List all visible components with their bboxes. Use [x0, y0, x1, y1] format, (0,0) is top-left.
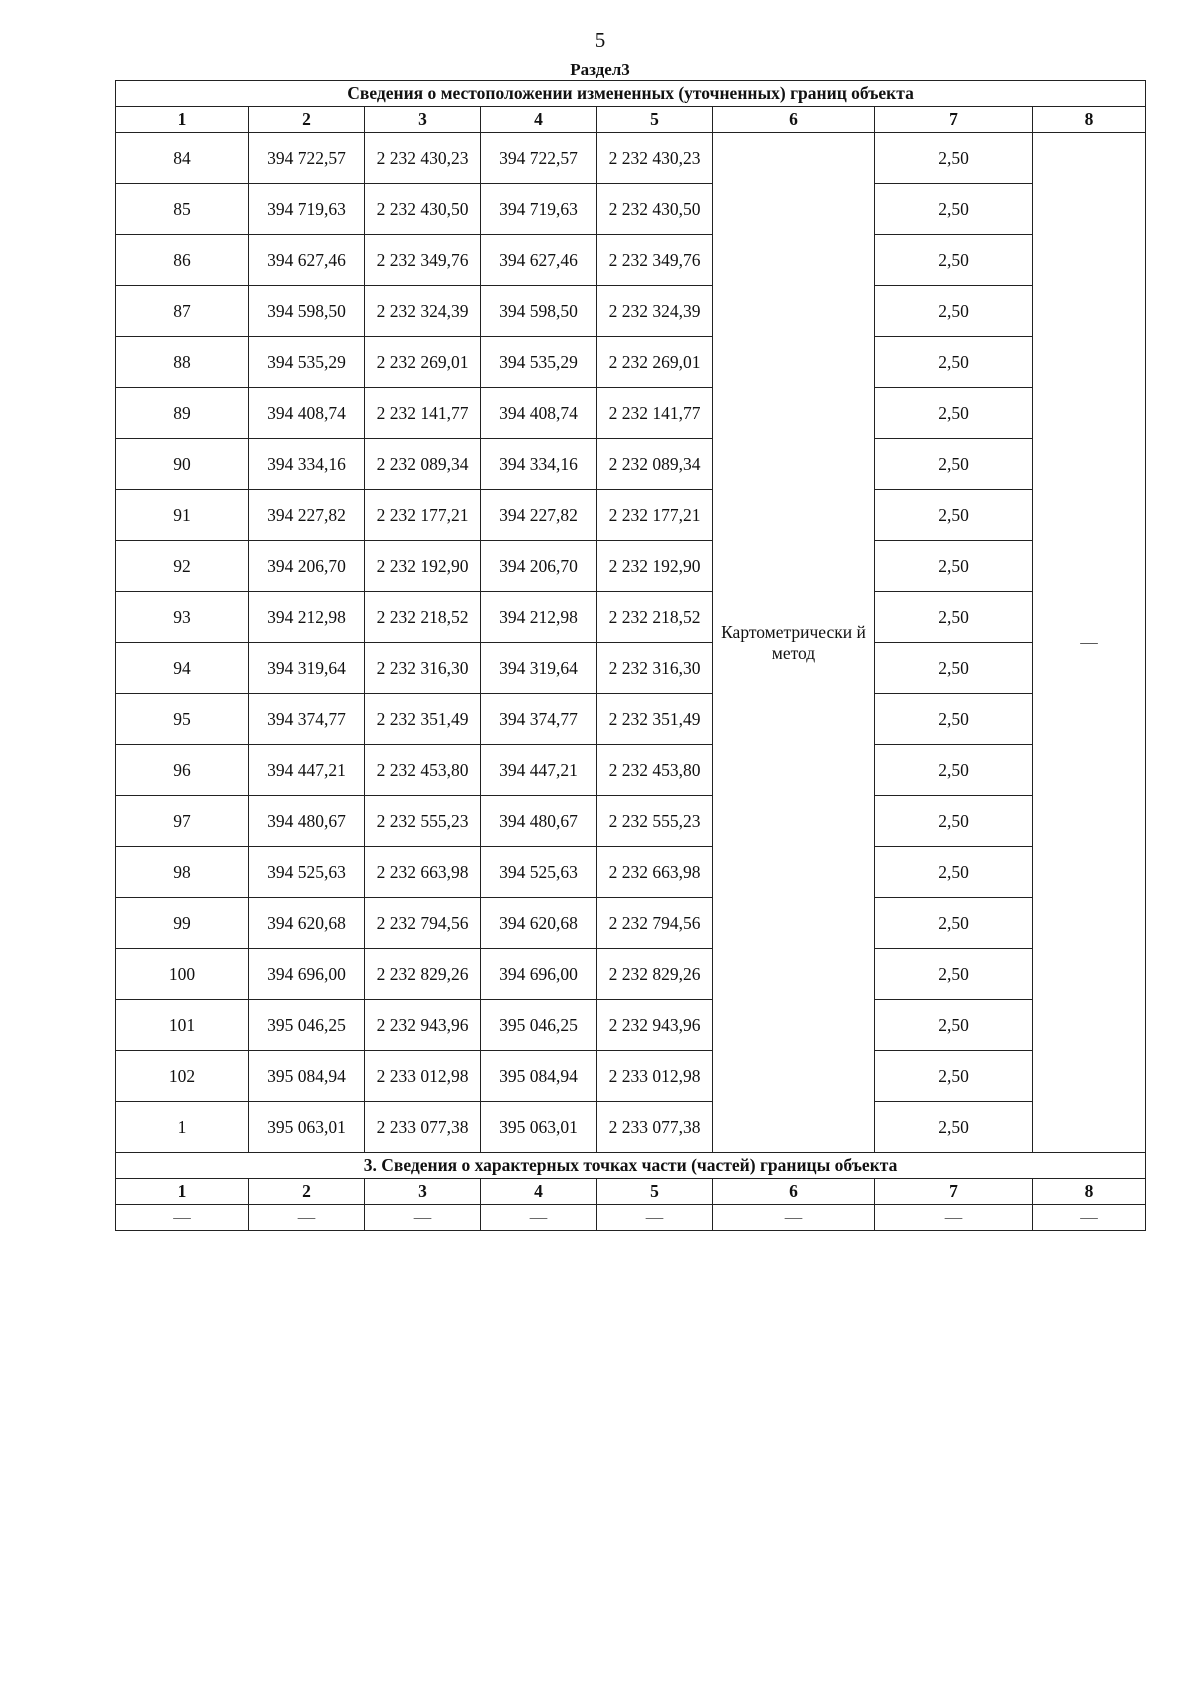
- coordinate-cell: 394 719,63: [481, 184, 597, 235]
- coordinate-cell: 394 408,74: [481, 388, 597, 439]
- table-row: [116, 541, 1146, 592]
- coordinate-cell: 2 232 269,01: [365, 337, 481, 388]
- column-number-header: 7: [875, 107, 1033, 133]
- column-number-header: 6: [713, 107, 875, 133]
- coordinate-cell: 2 233 012,98: [597, 1051, 713, 1102]
- accuracy-cell: 2,50: [875, 286, 1033, 337]
- coordinate-cell: 395 084,94: [249, 1051, 365, 1102]
- column-number-header: 7: [875, 1179, 1033, 1205]
- point-number-cell: 94: [116, 643, 249, 694]
- table-row: [116, 184, 1146, 235]
- coordinate-cell: 394 334,16: [481, 439, 597, 490]
- accuracy-cell: 2,50: [875, 541, 1033, 592]
- coordinate-cell: 394 480,67: [249, 796, 365, 847]
- point-number-cell: 85: [116, 184, 249, 235]
- column-number-header: 5: [597, 1179, 713, 1205]
- empty-data-row: [116, 1205, 1146, 1231]
- point-number-cell: 99: [116, 898, 249, 949]
- coordinate-cell: 2 232 324,39: [597, 286, 713, 337]
- coordinate-cell: 2 232 453,80: [597, 745, 713, 796]
- column-number-header: 8: [1033, 107, 1146, 133]
- coordinate-cell: 2 232 324,39: [365, 286, 481, 337]
- coordinate-cell: 2 232 453,80: [365, 745, 481, 796]
- coordinate-cell: 394 627,46: [481, 235, 597, 286]
- point-number-cell: 84: [116, 133, 249, 184]
- point-number-cell: 89: [116, 388, 249, 439]
- coordinate-cell: 395 063,01: [481, 1102, 597, 1153]
- coordinate-cell: 2 232 089,34: [365, 439, 481, 490]
- table-row: [116, 1102, 1146, 1153]
- point-number-cell: 1: [116, 1102, 249, 1153]
- coordinate-cell: 395 046,25: [481, 1000, 597, 1051]
- coordinate-cell: 2 232 192,90: [365, 541, 481, 592]
- accuracy-cell: 2,50: [875, 898, 1033, 949]
- column-number-header: 4: [481, 107, 597, 133]
- accuracy-cell: 2,50: [875, 184, 1033, 235]
- coordinate-cell: 394 598,50: [249, 286, 365, 337]
- table-row: [116, 286, 1146, 337]
- point-number-cell: 100: [116, 949, 249, 1000]
- column-number-header: 2: [249, 107, 365, 133]
- accuracy-cell: 2,50: [875, 1102, 1033, 1153]
- coordinate-cell: 394 620,68: [249, 898, 365, 949]
- accuracy-cell: 2,50: [875, 1000, 1033, 1051]
- coordinate-cell: 2 232 430,23: [597, 133, 713, 184]
- coordinate-cell: 395 063,01: [249, 1102, 365, 1153]
- coordinate-cell: 2 232 218,52: [365, 592, 481, 643]
- coordinate-cell: 2 232 555,23: [597, 796, 713, 847]
- coordinate-cell: 2 232 829,26: [597, 949, 713, 1000]
- coordinate-cell: 394 206,70: [481, 541, 597, 592]
- table-row: [116, 847, 1146, 898]
- accuracy-cell: 2,50: [875, 949, 1033, 1000]
- coordinate-cell: 395 084,94: [481, 1051, 597, 1102]
- coordinate-cell: 394 374,77: [249, 694, 365, 745]
- table-row: [116, 133, 1146, 184]
- coordinate-cell: 2 233 077,38: [597, 1102, 713, 1153]
- dash-cell: —: [116, 1205, 249, 1231]
- coordinate-cell: 394 696,00: [249, 949, 365, 1000]
- coordinate-cell: 394 525,63: [249, 847, 365, 898]
- point-number-cell: 93: [116, 592, 249, 643]
- point-number-cell: 92: [116, 541, 249, 592]
- coordinate-cell: 394 535,29: [481, 337, 597, 388]
- page-number: 5: [594, 28, 606, 52]
- coordinate-cell: 394 206,70: [249, 541, 365, 592]
- coordinate-cell: 394 212,98: [481, 592, 597, 643]
- column-number-header: 2: [249, 1179, 365, 1205]
- coordinate-cell: 394 227,82: [481, 490, 597, 541]
- coordinate-cell: 2 232 316,30: [365, 643, 481, 694]
- coordinate-cell: 2 232 218,52: [597, 592, 713, 643]
- column-number-header: 1: [116, 1179, 249, 1205]
- accuracy-cell: 2,50: [875, 235, 1033, 286]
- table-row: [116, 1000, 1146, 1051]
- coordinate-cell: 2 232 430,50: [597, 184, 713, 235]
- coordinate-cell: 394 227,82: [249, 490, 365, 541]
- accuracy-cell: 2,50: [875, 847, 1033, 898]
- coordinate-cell: 394 627,46: [249, 235, 365, 286]
- point-number-cell: 91: [116, 490, 249, 541]
- table-row: [116, 694, 1146, 745]
- table-title: Сведения о местоположении измененных (уточненных) границ объекта: [116, 81, 1146, 107]
- table-row: [116, 490, 1146, 541]
- table-row: [116, 796, 1146, 847]
- coordinate-cell: 2 232 192,90: [597, 541, 713, 592]
- section-label: Раздел3: [570, 60, 630, 79]
- column-number-header: 4: [481, 1179, 597, 1205]
- point-number-cell: 95: [116, 694, 249, 745]
- table-row: [116, 235, 1146, 286]
- coordinate-cell: 394 696,00: [481, 949, 597, 1000]
- coordinate-cell: 394 374,77: [481, 694, 597, 745]
- coordinate-cell: 394 722,57: [481, 133, 597, 184]
- accuracy-cell: 2,50: [875, 796, 1033, 847]
- table-row: [116, 439, 1146, 490]
- coordinate-cell: 394 447,21: [481, 745, 597, 796]
- dash-cell: —: [365, 1205, 481, 1231]
- point-number-cell: 97: [116, 796, 249, 847]
- table-row: [116, 898, 1146, 949]
- coordinate-cell: 2 232 663,98: [365, 847, 481, 898]
- column-number-header: 3: [365, 107, 481, 133]
- coordinate-cell: 2 232 349,76: [365, 235, 481, 286]
- point-number-cell: 90: [116, 439, 249, 490]
- coordinate-cell: 2 232 794,56: [365, 898, 481, 949]
- table-row: [116, 592, 1146, 643]
- dash-cell: —: [875, 1205, 1033, 1231]
- coordinate-cell: 394 480,67: [481, 796, 597, 847]
- coordinate-cell: 394 319,64: [481, 643, 597, 694]
- point-number-cell: 102: [116, 1051, 249, 1102]
- coordinate-cell: 2 232 555,23: [365, 796, 481, 847]
- table-row: [116, 745, 1146, 796]
- column-number-header: 3: [365, 1179, 481, 1205]
- point-number-cell: 86: [116, 235, 249, 286]
- column-number-header: 8: [1033, 1179, 1146, 1205]
- coordinate-cell: 2 232 349,76: [597, 235, 713, 286]
- coordinate-cell: 394 598,50: [481, 286, 597, 337]
- dash-cell: —: [597, 1205, 713, 1231]
- accuracy-cell: 2,50: [875, 133, 1033, 184]
- coordinate-cell: 2 233 012,98: [365, 1051, 481, 1102]
- coordinate-cell: 2 232 829,26: [365, 949, 481, 1000]
- point-number-cell: 98: [116, 847, 249, 898]
- accuracy-cell: 2,50: [875, 337, 1033, 388]
- coordinate-cell: 2 232 316,30: [597, 643, 713, 694]
- point-number-cell: 88: [116, 337, 249, 388]
- table-row: [116, 337, 1146, 388]
- boundary-table: [115, 80, 1146, 1231]
- accuracy-cell: 2,50: [875, 694, 1033, 745]
- coordinate-cell: 2 232 943,96: [597, 1000, 713, 1051]
- point-number-cell: 101: [116, 1000, 249, 1051]
- coordinate-cell: 2 232 089,34: [597, 439, 713, 490]
- coordinate-cell: 2 232 351,49: [597, 694, 713, 745]
- accuracy-cell: 2,50: [875, 1051, 1033, 1102]
- coordinate-cell: 394 447,21: [249, 745, 365, 796]
- coordinate-cell: 394 722,57: [249, 133, 365, 184]
- point-number-cell: 87: [116, 286, 249, 337]
- method-cell: Картометрически й метод: [713, 133, 875, 1153]
- coordinate-cell: 2 232 177,21: [597, 490, 713, 541]
- dash-cell: —: [713, 1205, 875, 1231]
- dash-cell: —: [1033, 1205, 1146, 1231]
- coordinate-cell: 2 232 177,21: [365, 490, 481, 541]
- coordinate-cell: 2 232 430,50: [365, 184, 481, 235]
- table-row: [116, 949, 1146, 1000]
- column-number-header: 6: [713, 1179, 875, 1205]
- dash-cell: —: [249, 1205, 365, 1231]
- coordinate-cell: 2 232 141,77: [597, 388, 713, 439]
- coordinate-cell: 394 408,74: [249, 388, 365, 439]
- column-number-header: 5: [597, 107, 713, 133]
- section-3-title: 3. Сведения о характерных точках части (частей) границы объекта: [116, 1153, 1146, 1179]
- coordinate-cell: 2 232 943,96: [365, 1000, 481, 1051]
- coordinate-cell: 2 232 663,98: [597, 847, 713, 898]
- column-8-cell: —: [1033, 133, 1146, 1153]
- accuracy-cell: 2,50: [875, 439, 1033, 490]
- table-row: [116, 643, 1146, 694]
- coordinate-cell: 2 232 430,23: [365, 133, 481, 184]
- dash-cell: —: [481, 1205, 597, 1231]
- coordinate-cell: 394 525,63: [481, 847, 597, 898]
- accuracy-cell: 2,50: [875, 490, 1033, 541]
- accuracy-cell: 2,50: [875, 592, 1033, 643]
- table-row: [116, 388, 1146, 439]
- coordinate-cell: 2 232 269,01: [597, 337, 713, 388]
- coordinate-cell: 394 719,63: [249, 184, 365, 235]
- coordinate-cell: 395 046,25: [249, 1000, 365, 1051]
- coordinate-cell: 394 212,98: [249, 592, 365, 643]
- coordinate-cell: 2 232 141,77: [365, 388, 481, 439]
- table-row: [116, 1051, 1146, 1102]
- coordinate-cell: 2 232 794,56: [597, 898, 713, 949]
- accuracy-cell: 2,50: [875, 643, 1033, 694]
- coordinate-cell: 394 535,29: [249, 337, 365, 388]
- coordinate-cell: 394 334,16: [249, 439, 365, 490]
- coordinate-cell: 394 319,64: [249, 643, 365, 694]
- accuracy-cell: 2,50: [875, 388, 1033, 439]
- coordinate-cell: 394 620,68: [481, 898, 597, 949]
- accuracy-cell: 2,50: [875, 745, 1033, 796]
- coordinate-cell: 2 233 077,38: [365, 1102, 481, 1153]
- point-number-cell: 96: [116, 745, 249, 796]
- column-number-header: 1: [116, 107, 249, 133]
- coordinate-cell: 2 232 351,49: [365, 694, 481, 745]
